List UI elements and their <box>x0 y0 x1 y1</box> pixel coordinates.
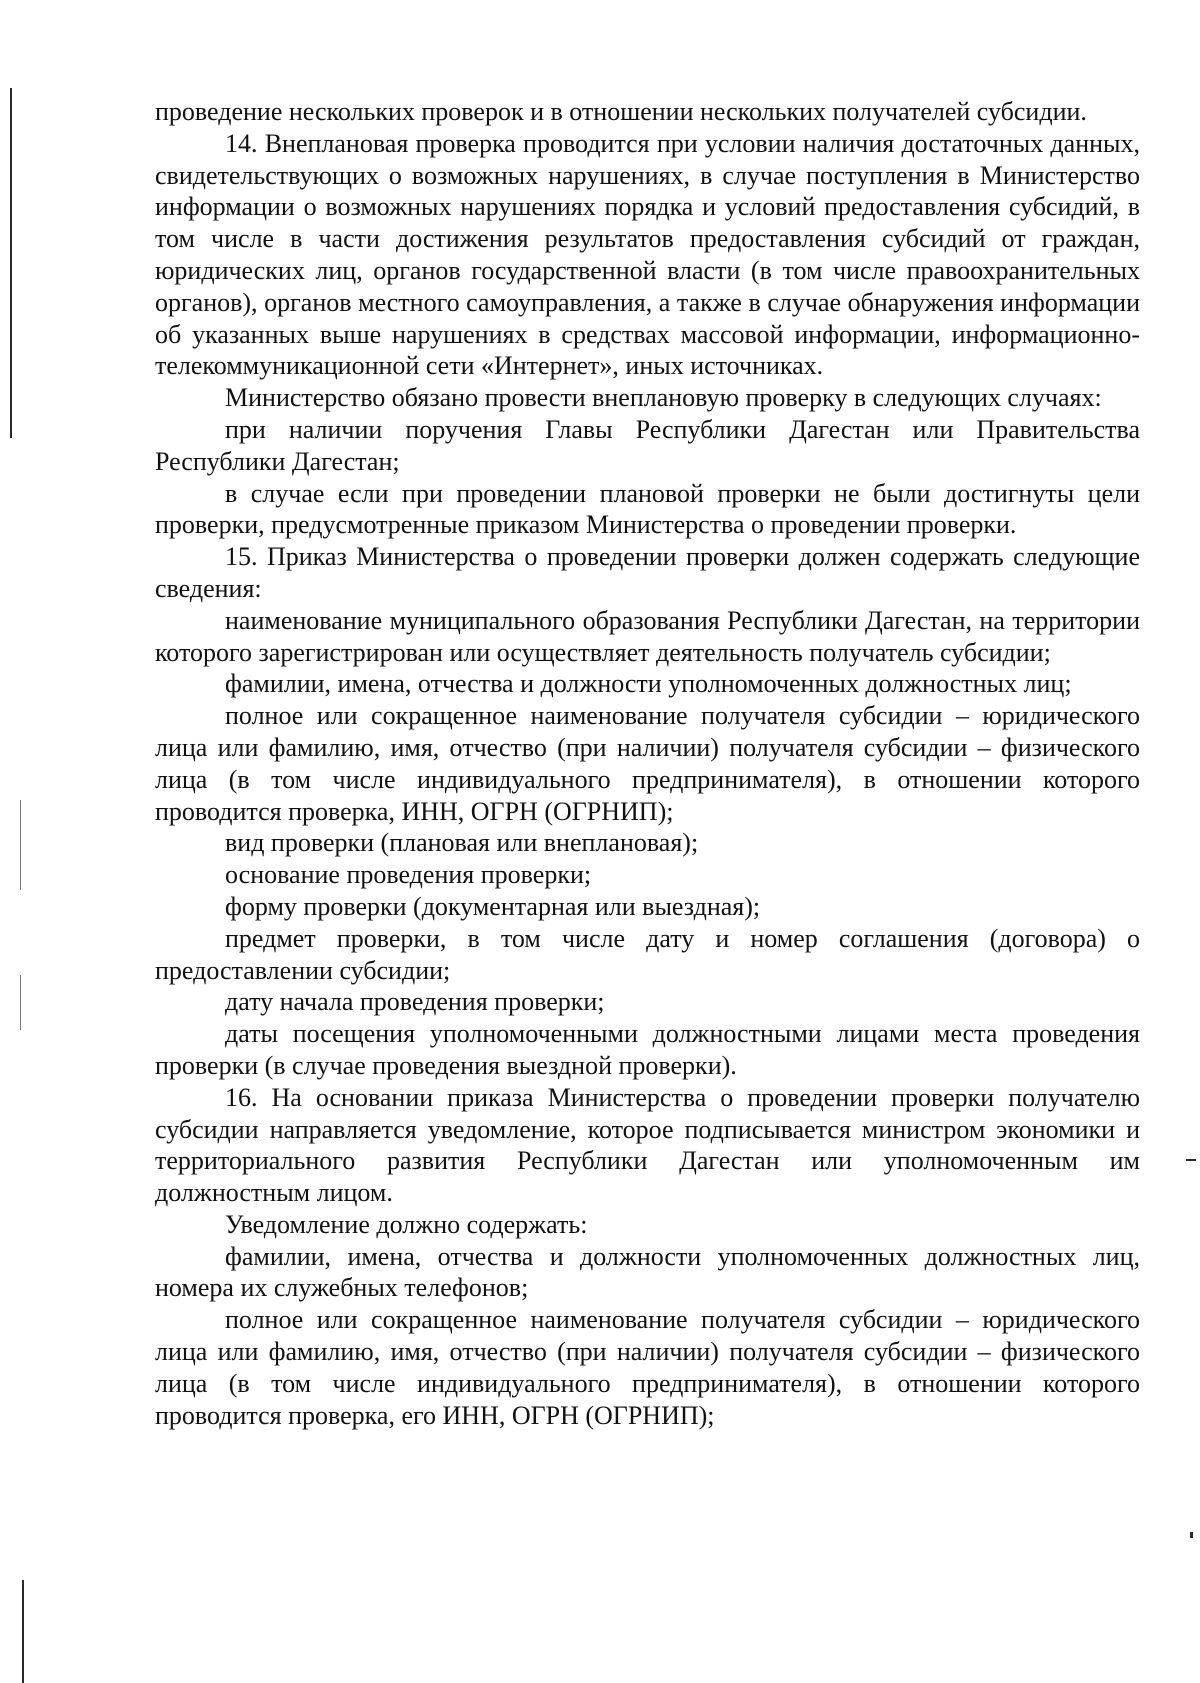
paragraph: 16. На основании приказа Министерства о проведении проверки получателю субсидии направляется уведомление, которое подписывается министром экономики и территориального развития Республики Дагестан или уполномоченным им должностным лицом. <box>155 1082 1140 1208</box>
paragraph: наименование муниципального образования Республики Дагестан, на территории которого зарегистрирован или осуществляет деятельность получатель субсидии; <box>155 605 1140 667</box>
scan-edge-mid-left <box>20 800 21 890</box>
paragraph: в случае если при проведении плановой проверки не были достигнуты цели проверки, предусмотренные приказом Министерства о проведении проверки. <box>155 478 1140 540</box>
paragraph: Уведомление должно содержать: <box>225 1209 588 1239</box>
paragraph: полное или сокращенное наименование получателя субсидии – юридического лица или фамилию, имя, отчество (при наличии) получателя субсидии – физического лица (в том числе индивидуального предпринимателя), в отношении которого проводится проверка, его ИНН, ОГРН (ОГРНИП); <box>155 1305 1140 1430</box>
paragraph: предмет проверки, в том числе дату и номер соглашения (договора) о предоставлении субсидии; <box>155 923 1140 985</box>
paragraph: Министерство обязано провести внеплановую проверку в следующих случаях: <box>225 383 1102 413</box>
scan-edge-mid-left-2 <box>20 975 21 1030</box>
paragraph: форму проверки (документарная или выездная); <box>225 891 761 921</box>
scan-edge-bottom-left <box>22 1580 24 1683</box>
paragraph: проведение нескольких проверок и в отношении нескольких получателей субсидии. <box>155 97 1087 126</box>
paragraph: полное или сокращенное наименование получателя субсидии – юридического лица или фамилию, имя, отчество (при наличии) получателя субсидии – физического лица (в том числе индивидуального предпринимателя), в отношении которого проводится проверка, ИНН, ОГРН (ОГРНИП); <box>155 701 1140 826</box>
paragraph: дату начала проведения проверки; <box>225 987 605 1017</box>
paragraph: даты посещения уполномоченными должностными лицами места проведения проверки (в случае проведения выездной проверки). <box>155 1019 1140 1080</box>
paragraph: вид проверки (плановая или внеплановая); <box>225 828 699 858</box>
scan-edge-top-left <box>10 88 12 438</box>
paragraph: 15. Приказ Министерства о проведении проверки должен содержать следующие сведения: <box>155 542 1140 603</box>
scan-mark-right <box>1186 1159 1196 1161</box>
paragraph: фамилии, имена, отчества и должности уполномоченных должностных лиц, номера их служебных телефонов; <box>155 1241 1140 1303</box>
scan-mark-right-bottom <box>1190 1532 1193 1538</box>
paragraph: 14. Внеплановая проверка проводится при условии наличия достаточных данных, свидетельствующих о возможных нарушениях, в случае поступления в Министерство информации о возможных нарушениях порядка и условий предоставления субсидий, в том числе в части достижения результатов предоставления субсидий от граждан, юридических лиц, органов государственной власти (в том числе правоохранительных органов), органов местного самоуправления, а также в случае обнаружения информации об указанных выше нарушениях в средствах массовой информации, информационно-телекоммуникационной сети «Интернет», иных источниках. <box>155 128 1140 381</box>
document-page <box>155 96 1140 1431</box>
paragraph: при наличии поручения Главы Республики Дагестан или Правительства Республики Дагестан; <box>155 414 1140 476</box>
paragraph: фамилии, имена, отчества и должности уполномоченных должностных лиц; <box>225 669 1072 699</box>
paragraph: основание проведения проверки; <box>225 860 592 890</box>
